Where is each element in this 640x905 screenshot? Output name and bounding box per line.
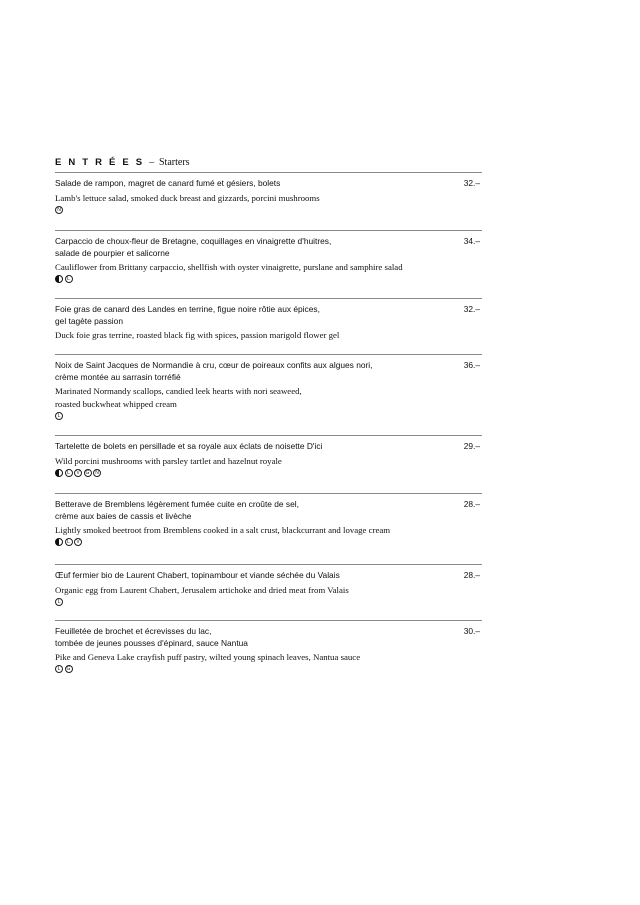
vegetarian-icon: V bbox=[74, 538, 82, 546]
allergen-icons bbox=[55, 411, 482, 420]
dish-price: 34.– bbox=[463, 236, 480, 246]
dietary-half-circle-icon bbox=[55, 275, 63, 283]
dish-name-fr: Œuf fermier bio de Laurent Chabert, topinambour et viande séchée du Valais bbox=[55, 570, 340, 580]
section-title-dash: – bbox=[149, 157, 155, 168]
allergen-icons bbox=[55, 665, 482, 674]
dish-name-fr: Foie gras de canard des Landes en terrine, figue noire rôtie aux épices, gel tagète passion bbox=[55, 304, 320, 326]
dish-name-fr: Tartelette de bolets en persillade et sa royale aux éclats de noisette D'ici bbox=[55, 441, 323, 451]
lactose-icon: L bbox=[65, 469, 73, 477]
allergen-icons bbox=[55, 275, 482, 284]
section-title-fr: E N T R É E S bbox=[55, 157, 145, 168]
dish-description-en: Marinated Normandy scallops, candied leek hearts with nori seaweed, roasted buckwheat whipped cream bbox=[55, 386, 302, 409]
lactose-icon: L bbox=[55, 412, 63, 420]
dish-price: 32.– bbox=[463, 304, 480, 314]
lactose-icon: L bbox=[65, 538, 73, 546]
dish-description-en: Lamb's lettuce salad, smoked duck breast and gizzards, porcini mushrooms bbox=[55, 192, 320, 203]
dish-description-en: Organic egg from Laurent Chabert, Jerusalem artichoke and dried meat from Valais bbox=[55, 584, 349, 595]
allergen-icons bbox=[55, 205, 482, 214]
dish-description-en: Lightly smoked beetroot from Bremblens cooked in a salt crust, blackcurrant and lovage cream bbox=[55, 525, 391, 535]
dish-price: 36.– bbox=[463, 360, 480, 370]
dish-name-fr: Salade de rampon, magret de canard fumé et gésiers, bolets bbox=[55, 178, 281, 188]
allergen-icons bbox=[55, 468, 482, 477]
dish-name-fr: Feuilletée de brochet et écrevisses du lac, tombée de jeunes pousses d'épinard, sauce Nantua bbox=[55, 626, 248, 648]
dish-price: 30.– bbox=[463, 626, 480, 636]
lactose-icon: L bbox=[55, 665, 63, 673]
menu-item bbox=[55, 354, 482, 420]
menu-item bbox=[55, 230, 482, 284]
dish-name-fr: Carpaccio de choux-fleur de Bretagne, coquillages en vinaigrette d'huitres, salade de pourpier et salicorne bbox=[55, 236, 332, 258]
dish-price: 32.– bbox=[463, 178, 480, 188]
dietary-half-circle-icon bbox=[55, 469, 63, 477]
nuts-icon: N bbox=[55, 206, 63, 214]
menu-item bbox=[55, 564, 482, 606]
dish-name-fr: Noix de Saint Jacques de Normandie à cru, cœur de poireaux confits aux algues nori, crème montée au sarrasin torréfié bbox=[55, 360, 373, 382]
vegetarian-icon: V bbox=[74, 469, 82, 477]
lactose-icon: L bbox=[55, 598, 63, 606]
lactose-icon: L bbox=[65, 275, 73, 283]
dietary-half-circle-icon bbox=[55, 538, 63, 546]
dish-description-en: Pike and Geneva Lake crayfish puff pastry, wilted young spinach leaves, Nantua sauce bbox=[55, 652, 361, 662]
menu-item bbox=[55, 298, 482, 342]
menu-item bbox=[55, 620, 482, 674]
section-subtitle: Starters bbox=[159, 157, 190, 168]
section-title bbox=[55, 157, 190, 168]
menu-item bbox=[55, 493, 482, 547]
gluten-icon: G bbox=[84, 469, 92, 477]
dish-price: 28.– bbox=[463, 570, 480, 580]
allergen-icons bbox=[55, 538, 482, 547]
gluten-icon: G bbox=[65, 665, 73, 673]
dish-price: 29.– bbox=[463, 441, 480, 451]
dish-name-fr: Betterave de Bremblens légèrement fumée cuite en croûte de sel, crème aux baies de cassis et livèche bbox=[55, 499, 299, 521]
menu-item bbox=[55, 435, 482, 477]
menu-item bbox=[55, 172, 482, 214]
nuts-icon: N bbox=[93, 469, 101, 477]
dish-description-en: Wild porcini mushrooms with parsley tartlet and hazelnut royale bbox=[55, 455, 282, 466]
allergen-icons bbox=[55, 597, 482, 606]
dish-description-en: Duck foie gras terrine, roasted black fig with spices, passion marigold flower gel bbox=[55, 330, 340, 340]
dish-description-en: Cauliflower from Brittany carpaccio, shellfish with oyster vinaigrette, purslane and samphire salad bbox=[55, 262, 403, 272]
dish-price: 28.– bbox=[463, 499, 480, 509]
